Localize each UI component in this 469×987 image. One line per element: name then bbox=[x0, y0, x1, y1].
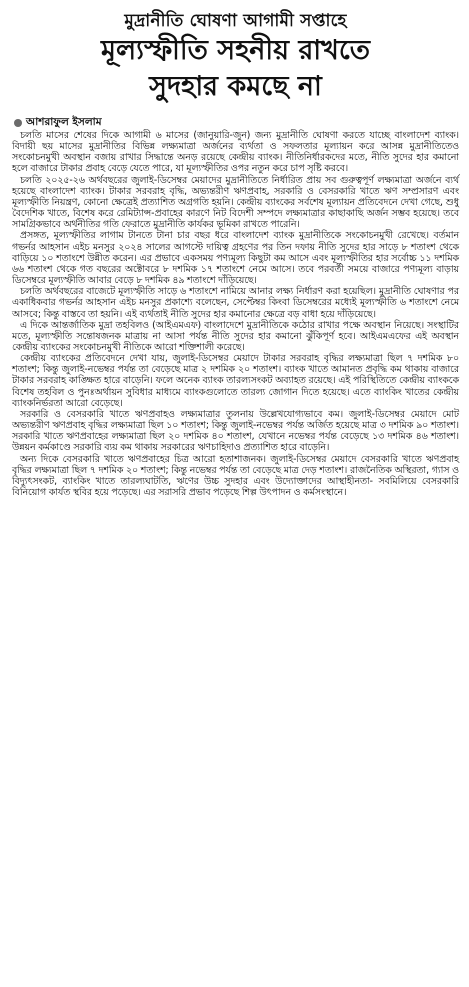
article-paragraph: সরকারি ও বেসরকারি খাতে ঋণপ্রবাহও লক্ষ্যমাত্রার তুলনায় উল্লেখযোগ্যভাবে কম। জুলাই-ডিসেম্বর মেয়াদে মোট অভ্যন্তরীণ ঋণপ্রবাহ বৃদ্ধির লক্ষ্যমাত্রা ছিল ১০ শতাংশ; কিন্তু জুলাই-নভেম্বর পর্যন্ত অর্জিত হয়েছে মাত্র ৩ দশমিক ৯০ শতাংশ। সরকারি খাতে ঋণপ্রবাহের লক্ষ্যমাত্রা ছিল ২০ দশমিক ৪০ শতাংশ, যেখানে নভেম্বর পর্যন্ত বেড়েছে ১৩ দশমিক ৪৬ শতাংশ। উন্নয়ন কর্মকাণ্ডে সরকারি ব্যয় কম থাকায় সরকারের ঋণচাহিদাও প্রত্যাশিত হারে বাড়েনি। bbox=[12, 408, 459, 454]
author-byline: আশরাফুল ইসলাম bbox=[26, 115, 102, 128]
article-paragraph: চলতি অর্থবছরের বাজেটে মূল্যস্ফীতি সাড়ে ৬ শতাংশে নামিয়ে আনার লক্ষ্য নির্ধারণ করা হয়েছিল। মুদ্রানীতি ঘোষণার পর একাধিকবার গভর্নর আহসান এইচ মনসুর প্রকাশ্যে বলেছেন, সেপ্টেম্বর কিংবা ডিসেম্বরের মধ্যেই মূল্যস্ফীতি ৬ শতাংশে নেমে আসবে; কিন্তু বাস্তবে তা হয়নি। এই ব্যর্থতাই নীতি সুদের হার কমানোর ক্ষেত্রে বড় বাধা হয়ে দাঁড়িয়েছে। bbox=[12, 286, 459, 320]
article-kicker: মুদ্রানীতি ঘোষণা আগামী সপ্তাহে bbox=[124, 11, 347, 31]
article-paragraph: চলতি মাসের শেষের দিকে আগামী ৬ মাসের (জানুয়ারি-জুন) জন্য মুদ্রানীতি ঘোষণা করতে যাচ্ছে বাংলাদেশ ব্যাংক। বিদায়ী ছয় মাসের মুদ্রানীতির বিভিন্ন লক্ষ্যমাত্রা অর্জনের ব্যর্থতা ও সফলতার মূল্যায়ন করে আসন্ন মুদ্রানীতিতেও সংকোচনমুখী অবস্থান বজায় রাখার সিদ্ধান্তে অনড় রয়েছে কেন্দ্রীয় ব্যাংক। নীতিনির্ধারকদের মতে, নীতি সুদের হার কমানো হলে বাজারে টাকার প্রবাহ বেড়ে যেতে পারে, যা মূল্যস্ফীতির ওপর নতুন করে চাপ সৃষ্টি করবে। bbox=[12, 130, 459, 175]
article-paragraph: চলতি ২০২৫-২৬ অর্থবছরের জুলাই-ডিসেম্বর মেয়াদের মুদ্রানীতিতে নির্ধারিত প্রায় সব গুরুত্বপূর্ণ লক্ষ্যমাত্রা অর্জনে ব্যর্থ হয়েছে বাংলাদেশ ব্যাংক। টাকার সরবরাহ বৃদ্ধি, অভ্যন্তরীণ ঋণপ্রবাহ, সরকারি ও বেসরকারি খাতে ঋণ সম্প্রসারণ এবং মূল্যস্ফীতি নিয়ন্ত্রণ, কোনো ক্ষেত্রেই প্রত্যাশিত অগ্রগতি হয়নি। কেন্দ্রীয় ব্যাংকের সর্বশেষ মূল্যায়ন প্রতিবেদনে দেখা গেছে, শুধু বৈদেশিক খাতে, বিশেষ করে রেমিট্যান্স-প্রবাহের কারণে নিট বিদেশী সম্পদে লক্ষ্যমাত্রার কাছাকাছি অর্জন সম্ভব হয়েছে। তবে সামগ্রিকভাবে অর্থনীতির গতি ফেরাতে মুদ্রানীতি কার্যকর ভূমিকা রাখতে পারেনি। bbox=[12, 174, 459, 231]
article-paragraph: কেন্দ্রীয় ব্যাংকের প্রতিবেদনে দেখা যায়, জুলাই-ডিসেম্বর মেয়াদে টাকার সরবরাহ বৃদ্ধির লক্ষ্যমাত্রা ছিল ৭ দশমিক ৮০ শতাংশ; কিন্তু জুলাই-নভেম্বর পর্যন্ত তা বেড়েছে মাত্র ২ দশমিক ২০ শতাংশ। ব্যাংক খাতে আমানত প্রবৃদ্ধি কম থাকায় বাজারে টাকার সরবরাহ কাঙ্ক্ষিত হারে বাড়েনি। ফলে অনেক ব্যাংক তারল্যসংকট অব্যাহত রয়েছে। এই পরিস্থিতিতে কেন্দ্রীয় ব্যাংককে বিশেষ তহবিল ও পুনঃঅর্থায়ন সুবিধার মাধ্যমে ব্যাংকগুলোতে তারল্য জোগান দিতে হয়েছে। এতে ব্যাংকিং খাতের কেন্দ্রীয় ব্যাংকনির্ভরতা আরো বেড়েছে। bbox=[12, 353, 459, 409]
article-paragraph: অন্য দিকে বেসরকারি খাতে ঋণপ্রবাহের চিত্র আরো হতাশাজনক। জুলাই-ডিসেম্বর মেয়াদে বেসরকারি খাতে ঋণপ্রবাহ বৃদ্ধির লক্ষ্যমাত্রা ছিল ৭ দশমিক ২০ শতাংশ; কিন্তু নভেম্বর পর্যন্ত তা বেড়েছে মাত্র দেড় শতাংশ। রাজনৈতিক অস্থিরতা, গ্যাস ও বিদ্যুৎসংকট, ব্যাংকিং খাতে তারল্যঘাটতি, ঋণের উচ্চ সুদহার এবং উদ্যোক্তাদের আস্থাহীনতা- সবমিলিয়ে বেসরকারি বিনিয়োগ কার্যত স্থবির হয়ে পড়েছে। এর সরাসরি প্রভাব পড়েছে শিল্প উৎপাদন ও কর্মসংস্থানে। bbox=[12, 453, 459, 498]
article-headline-line-2: সুদহার কমছে না bbox=[149, 71, 322, 102]
bullet-icon bbox=[14, 119, 22, 127]
article-headline-line-1: মূল্যস্ফীতি সহনীয় রাখতে bbox=[101, 35, 370, 66]
article-body bbox=[12, 130, 459, 498]
byline-row bbox=[12, 116, 459, 130]
article-paragraph: এ দিকে আন্তর্জাতিক মুদ্রা তহবিলও (আইএমএফ) বাংলাদেশে মুদ্রানীতিকে কঠোর রাখার পক্ষে অবস্থান নিয়েছে। সংস্থাটির মতে, মূল্যস্ফীতি সন্তোষজনক মাত্রায় না আসা পর্যন্ত নীতি সুদের হার কমানো ঝুঁকিপূর্ণ হবে। আইএমএফের এই অবস্থান কেন্দ্রীয় ব্যাংকের সংকোচনমুখী নীতিকে আরো শক্তিশালী করেছে। bbox=[12, 319, 459, 353]
article-paragraph: প্রসঙ্গত, মূল্যস্ফীতির লাগাম টানতে টানা চার বছর ধরে বাংলাদেশ ব্যাংক মুদ্রানীতিকে সংকোচনমুখী রেখেছে। বর্তমান গভর্নর আহসান এইচ মনসুর ২০২৪ সালের আগস্টে দায়িত্ব গ্রহণের পর তিন দফায় নীতি সুদের হার সাড়ে ৮ শতাংশ থেকে বাড়িয়ে ১০ শতাংশে উন্নীত করেন। এর প্রভাবে একসময় পণ্যমূল্য কিছুটা কম আসে এবং মূল্যস্ফীতির হার সর্বোচ্চ ১১ দশমিক ৬৬ শতাংশ থেকে গত বছরের অক্টোবরে ৮ দশমিক ১৭ শতাংশে নেমে আসে। তবে পরবর্তী সময়ে বাজারে পণ্যমূল্য বাড়ায় ডিসেম্বরে মূল্যস্ফীতি আবার বেড়ে ৮ দশমিক ৪৯ শতাংশে দাঁড়িয়েছে। bbox=[12, 230, 459, 287]
